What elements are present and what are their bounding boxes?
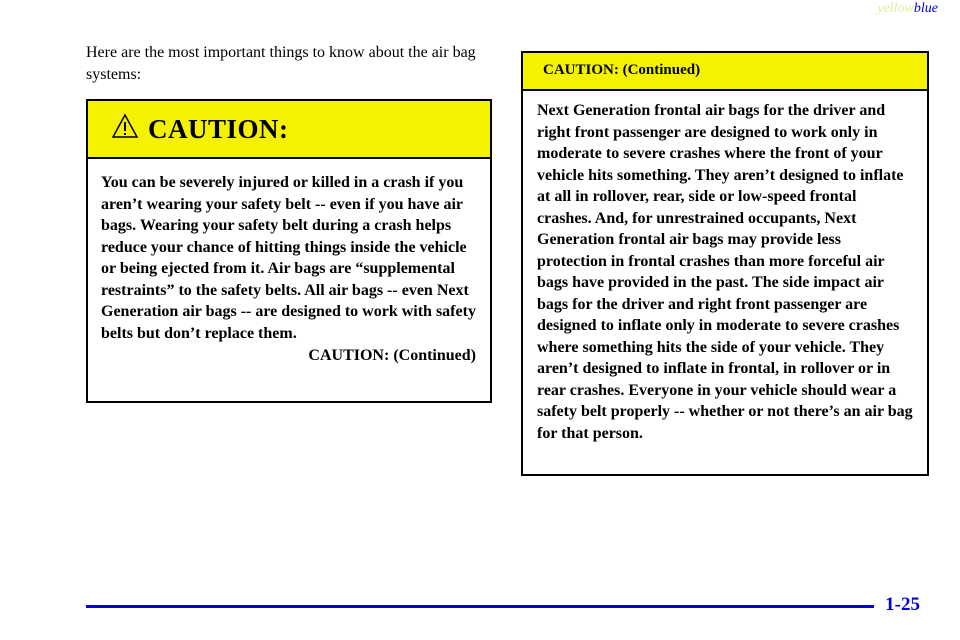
- caution-continued-body: [523, 91, 927, 444]
- caution-title: CAUTION:: [148, 114, 289, 144]
- tag-yellow: yellow: [877, 1, 914, 16]
- caution-continued-text: Next Generation frontal air bags for the driver and right front passenger are designed to work only in moderate to severe crashes where the front of your vehicle hits something. They aren’t designed to inflate at all in rollover, rear, side or low-speed frontal crashes. And, for unrestrained occupants, Next Generation frontal air bags may provide less protection in frontal crashes than more forceful air bags have provided in the past. The side impact air bags for the driver and right front passenger are designed to inflate only in moderate to severe crashes where something hits the side of your vehicle. They aren’t designed to inflate in frontal, in rollover or in rear crashes. Everyone in your vehicle should wear a safety belt properly -- whether or not there’s an air bag for that person.: [537, 102, 913, 442]
- caution-continued-title: CAUTION: (Continued): [543, 62, 701, 78]
- caution-continued-header: [523, 53, 927, 91]
- caution-box-right: [521, 51, 929, 476]
- caution-text: You can be severely injured or killed in a crash if you aren’t wearing your safety belt -- even if you have air bags. Wearing your safety belt during a crash helps reduce your chance of hitting things inside the vehicle or being ejected from it. Air bags are “supplemental restraints” to the safety belts. All air bags -- even Next Generation air bags -- are designed to work with safety belts but don’t replace them.: [101, 174, 476, 342]
- tag-blue: blue: [913, 1, 938, 16]
- intro-paragraph: Here are the most important things to know about the air bag systems:: [86, 44, 476, 83]
- caution-body: [88, 159, 490, 367]
- print-color-tag: [877, 1, 938, 17]
- footer-rule: [86, 605, 874, 608]
- caution-header: [88, 101, 490, 159]
- warning-triangle-icon: [112, 113, 138, 139]
- caution-box-left: [86, 99, 492, 403]
- caution-continued-label: CAUTION: (Continued): [308, 347, 476, 364]
- page-number: 1-25: [885, 594, 920, 615]
